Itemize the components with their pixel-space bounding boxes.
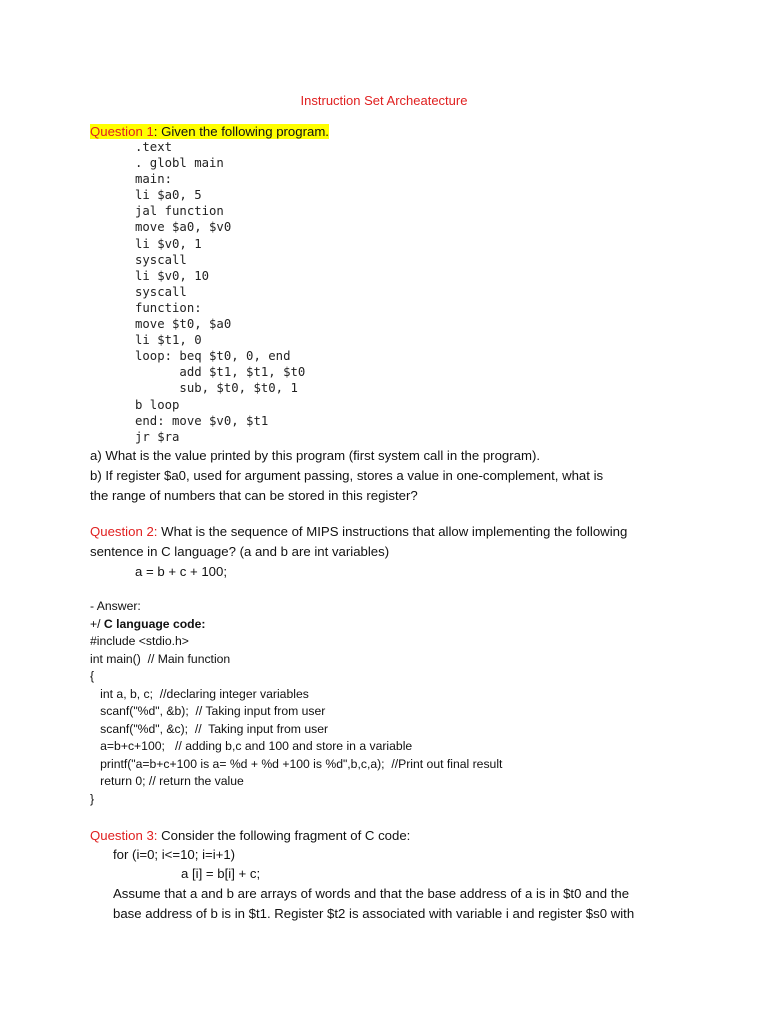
code-line: move $a0, $v0: [135, 220, 232, 235]
answer-subheading: [90, 616, 502, 634]
question-3-desc-line1: Assume that a and b are arrays of words and that the base address of a is in $t0 and the: [113, 886, 630, 901]
question-3-body-line: a [i] = b[i] + c;: [181, 866, 261, 881]
answer-code-line: {: [90, 669, 95, 683]
answer-code-line: int main() // Main function: [90, 651, 231, 666]
answer-code-line: #include <stdio.h>: [90, 634, 189, 648]
answer-code-line: a=b+c+100; // adding b,c and 100 and store in a variable: [90, 739, 413, 753]
answer-code-lines: [90, 633, 502, 808]
document-title: Instruction Set Archeatecture: [300, 93, 468, 108]
answer-code-line: printf("a=b+c+100 is a= %d + %d +100 is %d",b,c,a); //Print out final result: [90, 756, 503, 771]
question-1-part-b-line1: b) If register $a0, used for argument passing, stores a value in one-complement, what is: [90, 468, 604, 483]
question-3-line1: [90, 826, 410, 846]
answer-heading: - Answer:: [90, 599, 141, 613]
question-2-line1: [90, 522, 627, 542]
answer-code-line: scanf("%d", &b); // Taking input from user: [90, 704, 326, 718]
question-1-part-b-line2: the range of numbers that can be stored in this register?: [90, 488, 418, 503]
question-2-label: Question 2:: [90, 524, 158, 539]
answer-code-line: return 0; // return the value: [90, 774, 244, 788]
code-line: syscall: [135, 284, 187, 299]
code-line: jal function: [135, 204, 224, 219]
question-2-text: What is the sequence of MIPS instructions that allow implementing the following: [157, 524, 628, 539]
answer-code-line: int a, b, c; //declaring integer variables: [90, 686, 309, 701]
mips-code-block: [135, 139, 305, 445]
answer-sub-prefix: +/: [90, 616, 104, 631]
code-line: sub, $t0, $t0, 1: [135, 381, 298, 396]
answer-block: [90, 598, 502, 808]
code-line: add $t1, $t1, $t0: [135, 365, 306, 380]
question-1-highlight: [90, 124, 329, 139]
question-1-part-a: a) What is the value printed by this program (first system call in the program).: [90, 448, 541, 463]
answer-sub-bold: C language code:: [103, 616, 206, 631]
code-line: li $t1, 0: [135, 333, 202, 348]
code-line: move $t0, $a0: [135, 317, 232, 332]
code-line: syscall: [135, 252, 187, 267]
question-3-desc-line2: base address of b is in $t1. Register $t2 is associated with variable i and register $s0 with: [113, 906, 635, 921]
code-line: loop: beq $t0, 0, end: [135, 349, 291, 364]
question-3-for-line: for (i=0; i<=10; i=i+1): [113, 847, 236, 862]
code-line: jr $ra: [135, 429, 180, 444]
question-1-text: : Given the following program.: [153, 124, 329, 139]
code-line: li $v0, 1: [135, 236, 202, 251]
code-line: li $v0, 10: [135, 268, 210, 283]
answer-code-line: }: [90, 791, 95, 806]
code-line: function:: [135, 300, 202, 315]
question-1-label: Question 1: [90, 124, 154, 139]
code-line: end: move $v0, $t1: [135, 413, 269, 428]
code-line: main:: [135, 172, 173, 187]
code-line: . globl main: [135, 156, 224, 171]
code-line: li $a0, 5: [135, 188, 202, 203]
code-line: .text: [135, 140, 173, 154]
question-3-label: Question 3:: [90, 828, 158, 843]
question-2-expression: a = b + c + 100;: [135, 564, 228, 579]
question-3-text: Consider the following fragment of C code:: [157, 828, 411, 843]
answer-code-line: scanf("%d", &c); // Taking input from user: [90, 721, 329, 736]
code-line: b loop: [135, 397, 180, 412]
question-2-line2: sentence in C language? (a and b are int variables): [90, 544, 390, 559]
